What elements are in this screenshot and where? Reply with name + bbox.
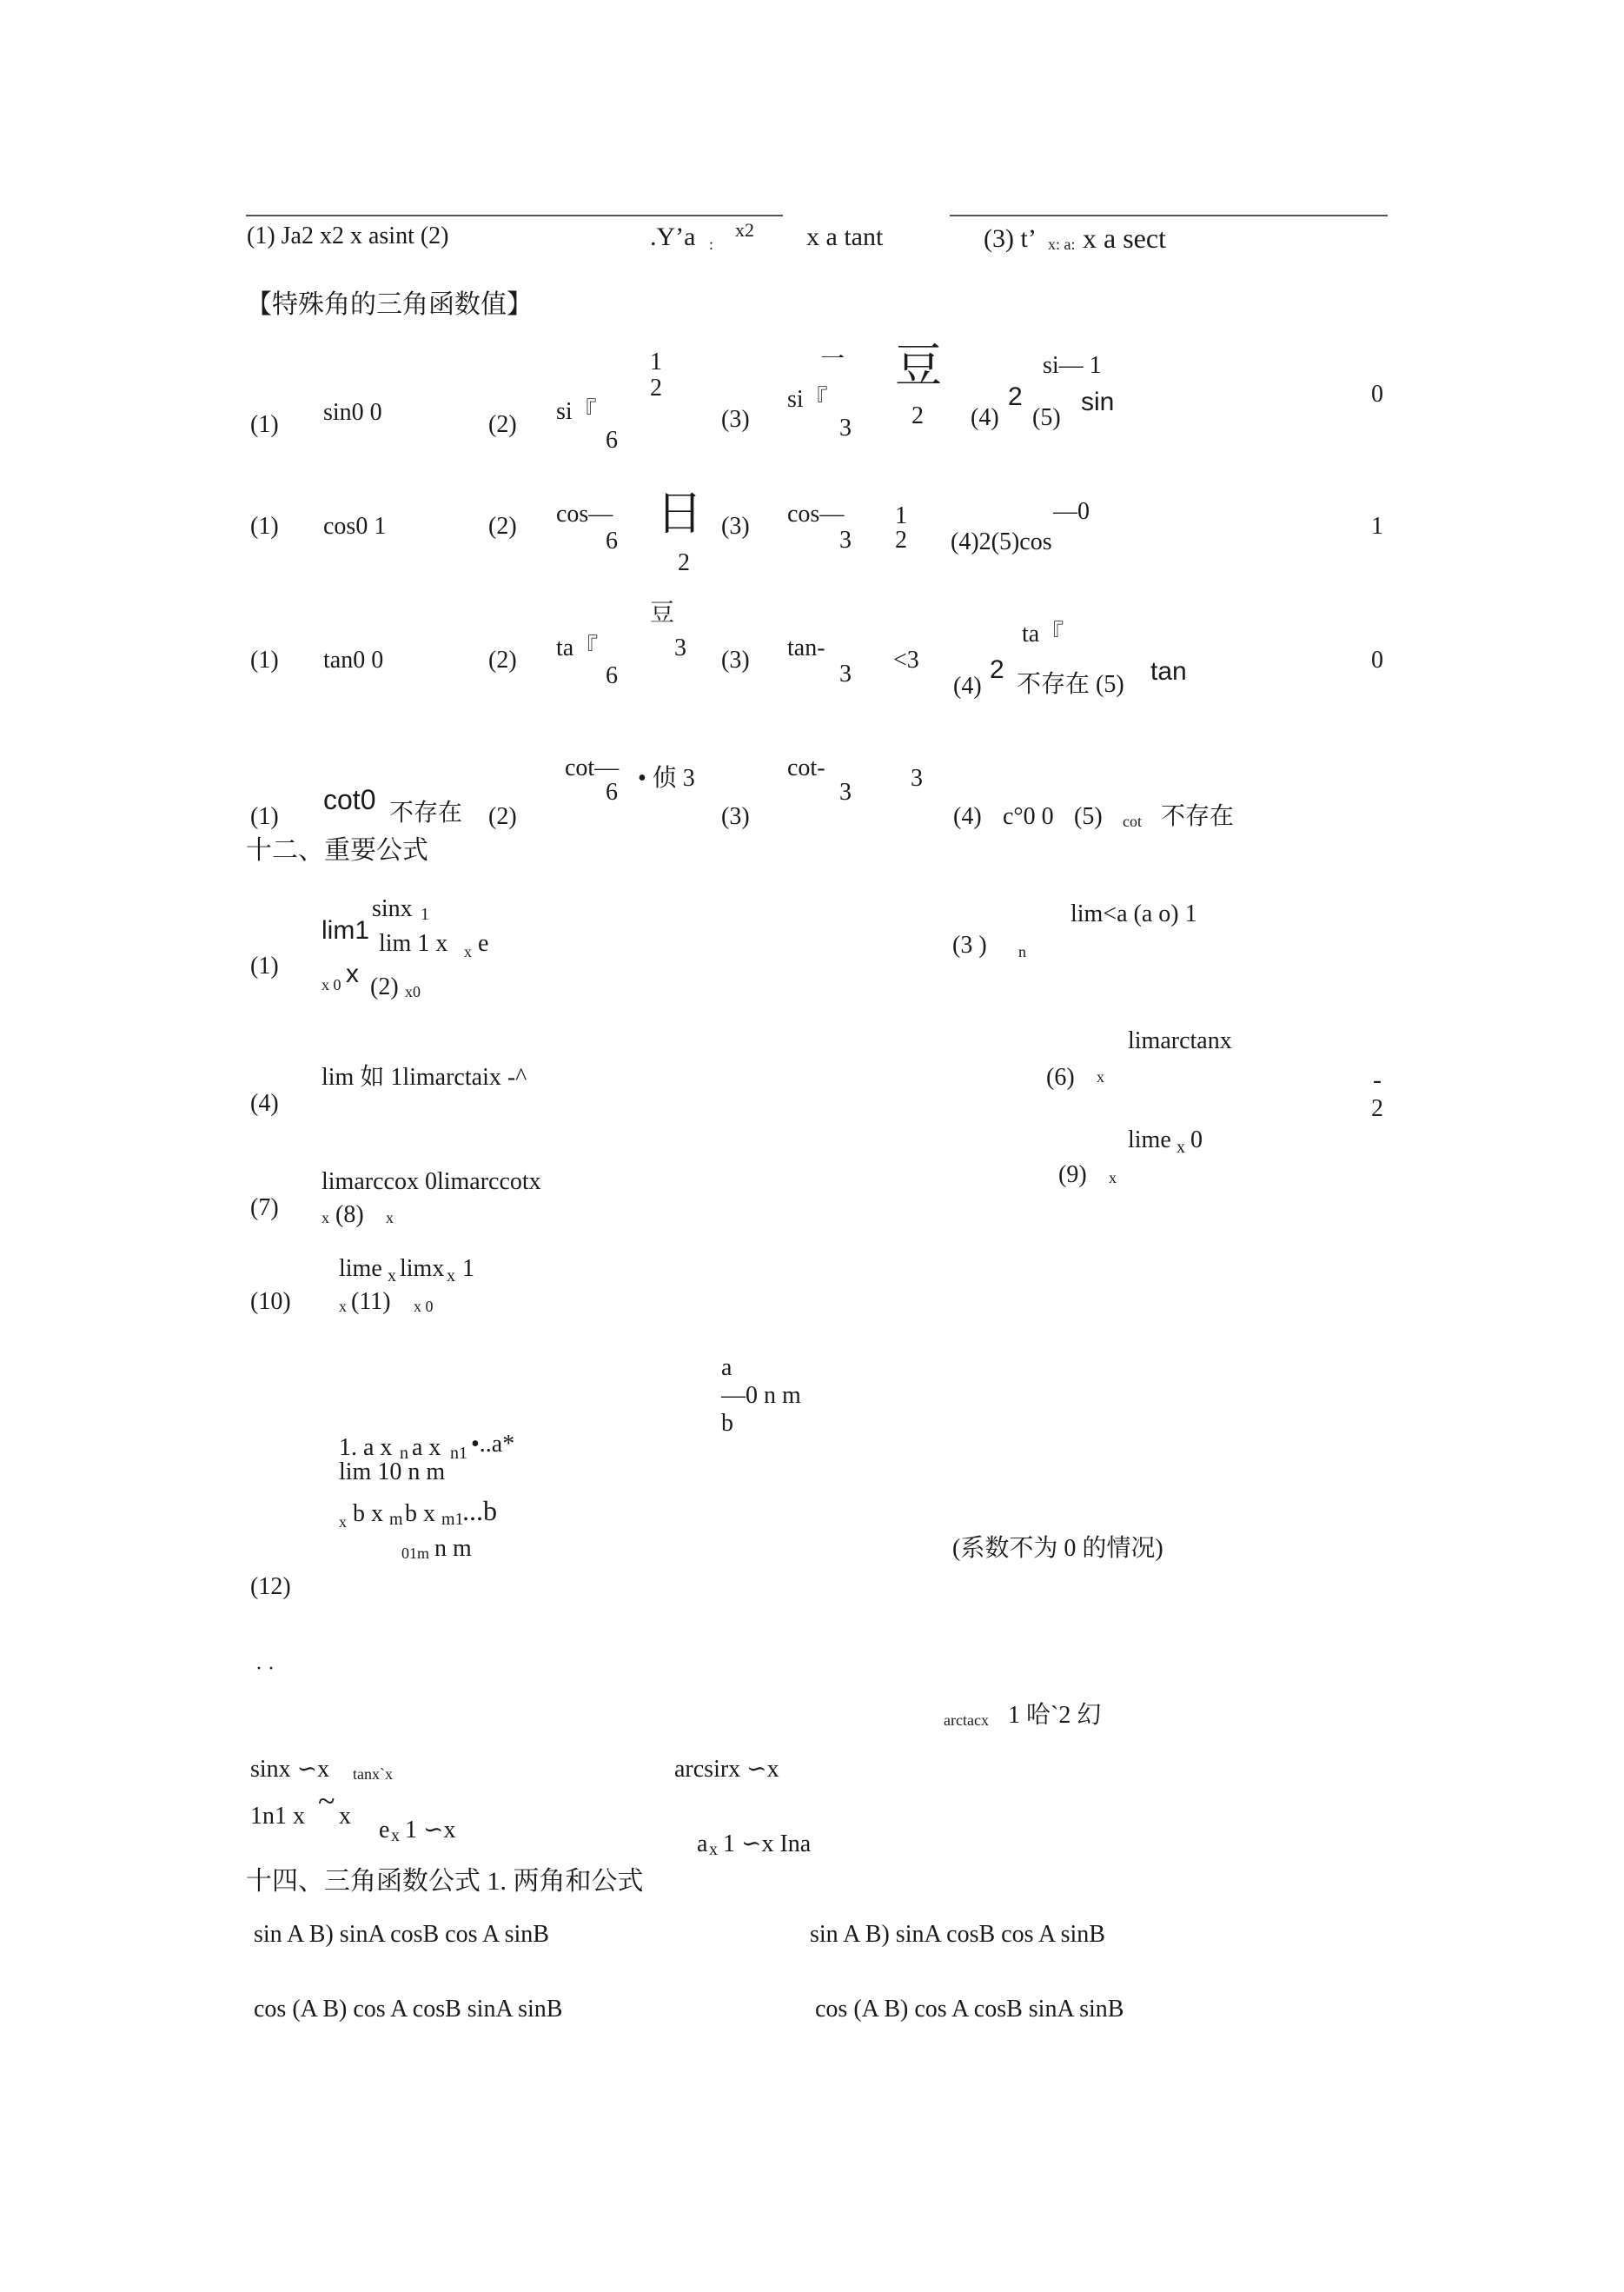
f1-mid-e: e [478, 930, 489, 957]
cos-v1: cos0 1 [323, 513, 387, 540]
f9-sub: x [1177, 1138, 1185, 1157]
cot-v5-small: cot [1123, 813, 1142, 830]
f1-mid: lim 1 x [379, 930, 448, 957]
f12-note: (系数不为 0 的情况) [952, 1535, 1163, 1562]
f7-text: limarccox 0limarccotx [321, 1168, 541, 1195]
f1-n2: (2) [370, 973, 399, 1000]
sin-n1: (1) [250, 411, 279, 438]
cos-v2-arg: 6 [606, 528, 618, 555]
f4-n: (4) [250, 1090, 279, 1117]
tan-v4-text: 不存在 (5) [1017, 671, 1124, 698]
section-12-title: 十二、重要公式 [246, 836, 428, 865]
section-14-title: 十四、三角函数公式 1. 两角和公式 [246, 1867, 644, 1896]
tan-n4: (4) [953, 673, 982, 700]
f12-num-sub1: n [400, 1444, 408, 1463]
cot-n2: (2) [488, 803, 517, 830]
f10-sub4: x 0 [414, 1298, 434, 1315]
cot-n3: (3) [721, 803, 750, 830]
cos-n3: (3) [721, 513, 750, 540]
sin-v5: sin [1081, 388, 1115, 416]
sin-v2-arg: 6 [606, 427, 618, 454]
sin-v3-top: 一 [820, 346, 845, 373]
f9-n: (9) [1058, 1161, 1087, 1188]
f12-den-sub0: x [339, 1513, 347, 1531]
cos-v3-den: 2 [895, 527, 907, 554]
f1-top: sinx [372, 895, 413, 922]
f10-n: (10) [250, 1288, 291, 1315]
sin-v3-big: 豆 [895, 340, 942, 392]
cos-v2: cos— [556, 501, 613, 528]
sin-v2: si『 [556, 398, 597, 425]
substitution-item-3-sub: x: a: [1048, 236, 1076, 253]
sin-n3: (3) [721, 406, 750, 433]
f12-num-mid: a x [412, 1434, 441, 1461]
tan-v4-sup: 2 [990, 655, 1004, 684]
f10-mid: limx [400, 1255, 445, 1282]
eq-ax-sub: x [709, 1840, 718, 1859]
cos-v2-den: 2 [678, 549, 690, 576]
eq-arctac-text: 1 哈`2 幻 [1008, 1702, 1102, 1729]
f10-sub3: x [339, 1298, 347, 1315]
f12-num: 1. a x [339, 1434, 393, 1461]
eq-ln-tilde: ~ [318, 1784, 335, 1818]
tan-v2-num: 3 [674, 634, 686, 661]
tan-n2: (2) [488, 647, 517, 674]
eq-ex-tail: 1 ∽x [405, 1817, 456, 1844]
sin-n4: (4) [971, 404, 999, 431]
tan-right: 0 [1371, 647, 1383, 674]
f9-text: lime [1128, 1126, 1171, 1153]
sin-v2-den: 2 [650, 375, 662, 402]
f12-den-nm: n m [434, 1535, 472, 1562]
cot-v2-val: • 侦 3 [638, 765, 695, 792]
eq-tanx-small: tanx`x [353, 1765, 393, 1783]
f10-sub2: x [447, 1266, 455, 1286]
sin-plus-formula: sin A B) sinA cosB cos A sinB [254, 1921, 549, 1948]
top-rule-right [950, 215, 1388, 216]
f1-x: x [346, 960, 359, 988]
f12-n: (12) [250, 1573, 291, 1600]
sin-minus-formula: sin A B) sinA cosB cos A sinB [810, 1921, 1105, 1948]
f1-bottom-sub2: x0 [405, 983, 421, 1000]
cos-minus-formula: cos (A B) cos A cosB sinA sinB [815, 1996, 1124, 2023]
f10-text: lime [339, 1255, 382, 1282]
f3-sub: n [1018, 943, 1026, 960]
eq-sinx: sinx ∽x [250, 1756, 330, 1783]
f3-text: lim<a (a o) 1 [1071, 900, 1197, 927]
substitution-item-1: (1) Ja2 x2 x asint (2) [247, 223, 449, 249]
f9-sub2: x [1109, 1169, 1117, 1186]
cos-v2-big: 日 [656, 488, 703, 540]
f1-n: (1) [250, 953, 279, 980]
tan-v2-top: 豆 [650, 600, 675, 627]
tan-v3-arg: 3 [839, 661, 852, 688]
cot-v5-text: 不存在 [1161, 803, 1235, 830]
tan-v2-arg: 6 [606, 662, 618, 689]
eq-arcsin: arcsirx ∽x [674, 1756, 779, 1783]
f12-den-sub3: 01m [401, 1545, 430, 1562]
cos-v5-top: —0 [1053, 498, 1090, 525]
f12-den: b x [353, 1500, 383, 1527]
stray-dots: · · [255, 1658, 275, 1680]
f3-n: (3 ) [952, 932, 987, 959]
sin-right: 0 [1371, 381, 1383, 408]
f7-n8: (8) [335, 1201, 364, 1228]
f1-lim: lim1 [321, 916, 370, 945]
sin-v1: sin0 0 [323, 399, 382, 426]
f6-right-bot: 2 [1371, 1095, 1383, 1122]
f12-den-sub1: m [389, 1510, 403, 1529]
f6-text: limarctanx [1128, 1027, 1232, 1054]
sin-v3: si『 [787, 386, 828, 413]
f12-lim: lim 10 n m [339, 1458, 446, 1485]
cos-plus-formula: cos (A B) cos A cosB sinA sinB [254, 1996, 563, 2023]
sin-v4-sup: 2 [1008, 382, 1023, 411]
cos-n45: (4)2(5)cos [951, 528, 1052, 555]
sin-v3-den: 2 [911, 402, 924, 429]
cot-v3-val: 3 [911, 765, 923, 792]
eq-ln: 1n1 x [250, 1803, 305, 1830]
f10-n11: (11) [351, 1288, 391, 1315]
f1-bottom-sub: x 0 [321, 976, 341, 993]
f12-den-tail: ...b [462, 1495, 497, 1526]
substitution-item-3: (3) t’ [984, 224, 1037, 253]
f9-tail: 0 [1190, 1126, 1203, 1153]
tan-n3: (3) [721, 647, 750, 674]
cot-n5: (5) [1074, 803, 1103, 830]
cot-v1: cot0 [323, 784, 376, 815]
special-angles-title: 【特殊角的三角函数值】 [246, 290, 533, 319]
f7-n: (7) [250, 1194, 279, 1221]
f10-tail: 1 [462, 1255, 474, 1282]
eq-arctac-small: arctacx [944, 1711, 989, 1729]
f6-sub: x [1097, 1068, 1104, 1086]
tan-v3-val: <3 [893, 647, 919, 674]
eq-ln-tail: x [339, 1803, 351, 1830]
cos-v3-num: 1 [895, 502, 907, 529]
substitution-item-2-sup: x2 [735, 219, 754, 241]
f7-sub: x [321, 1209, 329, 1226]
cot-v2: cot— [565, 754, 620, 781]
substitution-item-2: .Y’a [650, 223, 696, 251]
f12-frac-line: —0 n m [721, 1382, 801, 1409]
cos-v3: cos— [787, 501, 845, 528]
eq-ex-sub: x [391, 1826, 400, 1845]
f1-top-sub: 1 [421, 905, 429, 924]
f12-frac-b: b [721, 1410, 733, 1437]
cos-n2: (2) [488, 513, 517, 540]
cos-n1: (1) [250, 513, 279, 540]
substitution-item-2-sub: : [709, 236, 714, 253]
eq-ex: e [379, 1817, 390, 1844]
eq-ax: a [697, 1830, 708, 1857]
tan-v1: tan0 0 [323, 647, 384, 674]
top-rule-left [246, 215, 783, 216]
f12-num-sub2: n1 [450, 1444, 467, 1463]
sin-n2: (2) [488, 411, 517, 438]
sin-v5-top: si— 1 [1043, 352, 1102, 379]
tan-v5-top: ta『 [1022, 621, 1064, 648]
cot-v3: cot- [787, 754, 825, 781]
cos-v3-arg: 3 [839, 527, 852, 554]
sin-v2-num: 1 [650, 349, 662, 375]
f12-num-tail: •..a* [471, 1431, 515, 1458]
eq-ax-tail: 1 ∽x Ina [723, 1830, 812, 1857]
f7-sub2: x [386, 1209, 394, 1226]
f6-n: (6) [1046, 1064, 1075, 1091]
tan-n1: (1) [250, 647, 279, 674]
substitution-item-3b: x a sect [1083, 223, 1166, 254]
tan-v2: ta『 [556, 634, 599, 661]
tan-v3: tan- [787, 634, 825, 661]
sin-n5: (5) [1032, 404, 1061, 431]
cot-v2-arg: 6 [606, 779, 618, 806]
cot-v3-arg: 3 [839, 779, 852, 806]
cos-right: 1 [1371, 513, 1383, 540]
cot-n1: (1) [250, 803, 279, 830]
cot-v1-text: 不存在 [389, 800, 463, 827]
f1-mid-sub: x [464, 943, 472, 960]
f12-den-sub2: m1 [441, 1510, 464, 1529]
substitution-item-2b: x a tant [806, 223, 884, 251]
f6-right-top: - [1373, 1066, 1382, 1094]
sin-v3-arg: 3 [839, 415, 852, 442]
f10-sub: x [388, 1266, 396, 1286]
tan-v5: tan [1150, 657, 1187, 686]
cot-n4: (4) [953, 803, 982, 830]
f4-text: lim 如 1limarctaix -^ [321, 1064, 527, 1091]
f12-frac-a: a [721, 1354, 732, 1381]
f12-den-mid: b x [405, 1500, 435, 1527]
cot-v4: c°0 0 [1003, 803, 1054, 830]
